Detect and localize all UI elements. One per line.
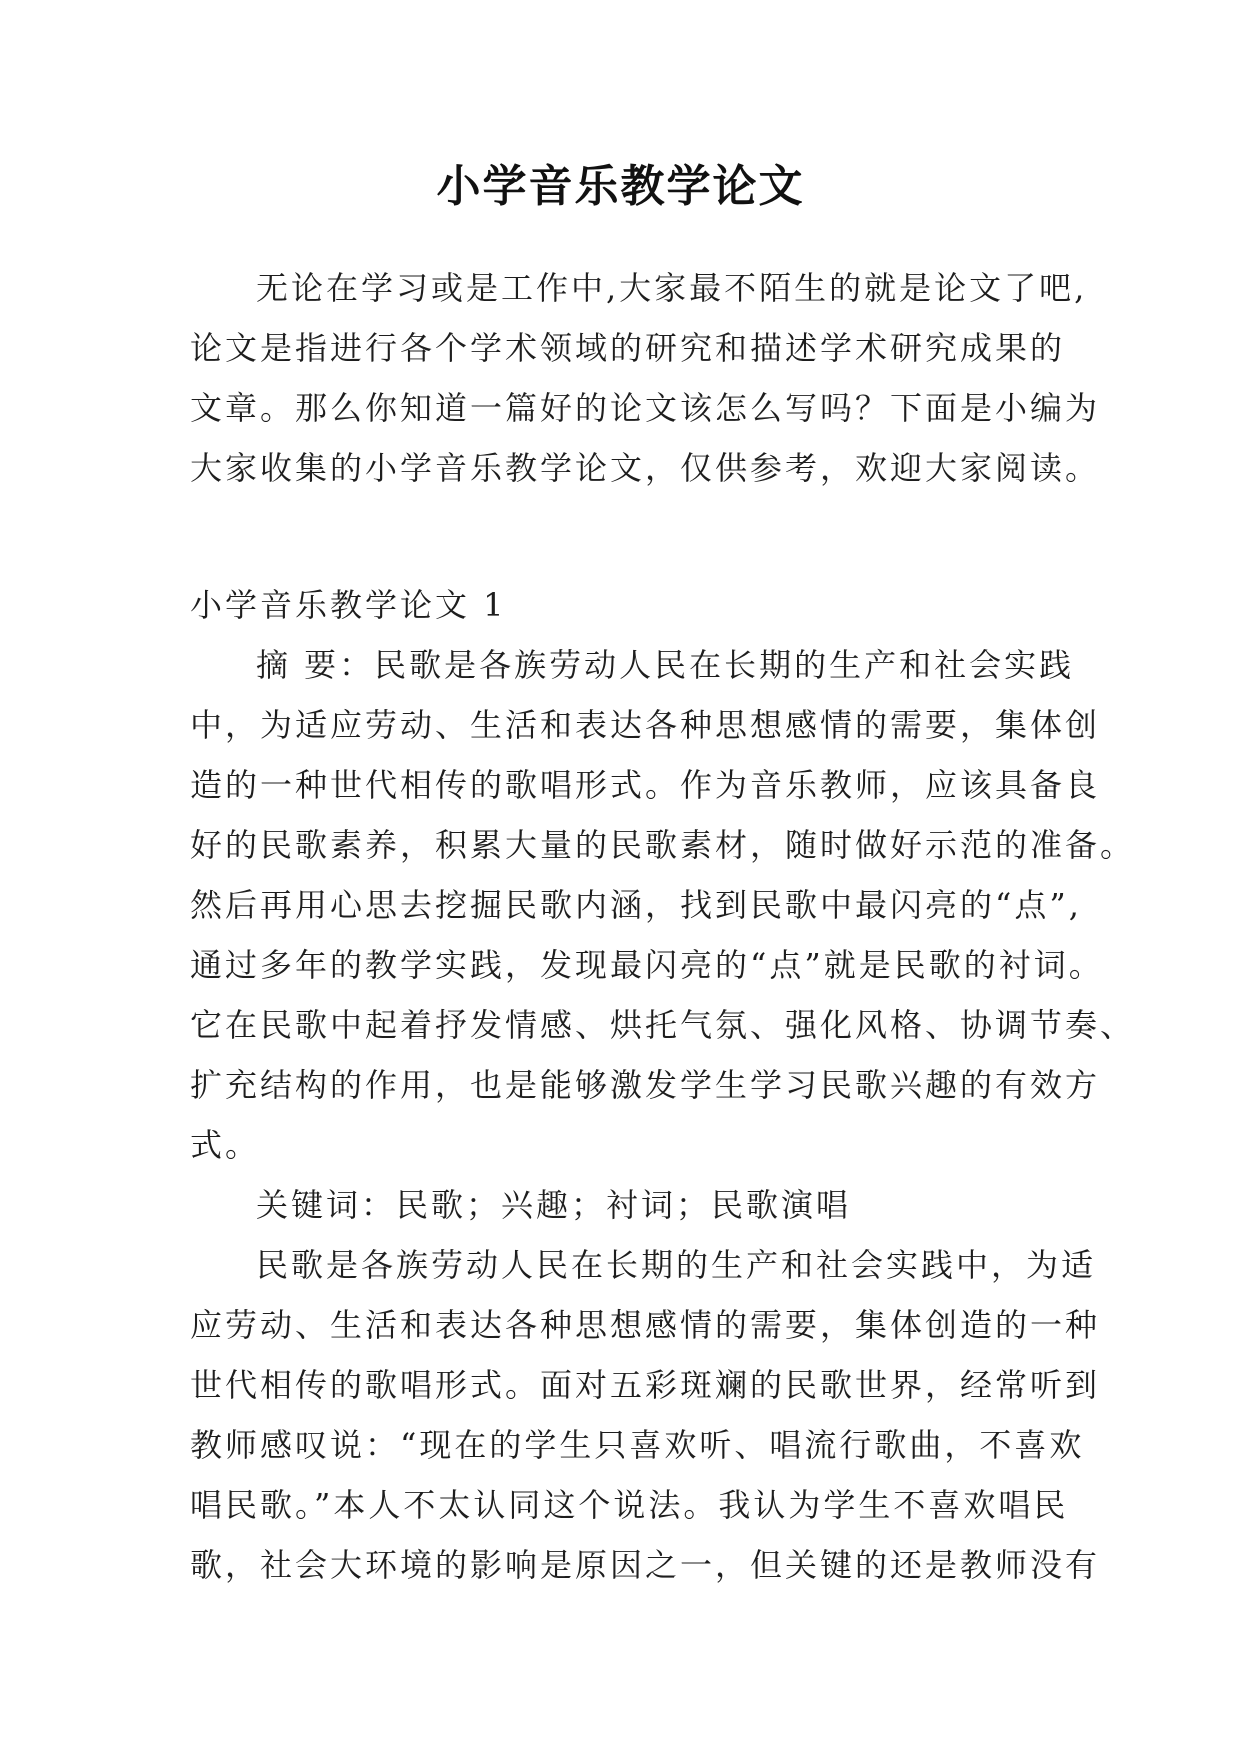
section-heading: 小学音乐教学论文 1 — [190, 586, 507, 624]
intro-line: 大家收集的小学音乐教学论文，仅供参考，欢迎大家阅读。 — [190, 449, 1101, 487]
abstract-line: 中，为适应劳动、生活和表达各种思想感情的需要，集体创 — [190, 706, 1101, 744]
abstract-line: 式。 — [190, 1126, 261, 1164]
abstract-line: 好的民歌素养，积累大量的民歌素材，随时做好示范的准备。 — [190, 826, 1136, 864]
intro-line: 论文是指进行各个学术领域的研究和描述学术研究成果的 — [190, 329, 1066, 367]
abstract-line: 然后再用心思去挖掘民歌内涵，找到民歌中最闪亮的“点”, — [190, 886, 1082, 924]
abstract-line: 扩充结构的作用，也是能够激发学生学习民歌兴趣的有效方 — [190, 1066, 1101, 1104]
keywords-line: 关键词：民歌；兴趣；衬词；民歌演唱 — [256, 1186, 852, 1224]
abstract-line: 造的一种世代相传的歌唱形式。作为音乐教师，应该具备良 — [190, 766, 1101, 804]
abstract-line: 通过多年的教学实践，发现最闪亮的“点”就是民歌的衬词。 — [190, 946, 1104, 984]
intro-line: 文章。那么你知道一篇好的论文该怎么写吗？下面是小编为 — [190, 389, 1101, 427]
abstract-line: 摘 要：民歌是各族劳动人民在长期的生产和社会实践 — [256, 646, 1075, 684]
abstract-line: 它在民歌中起着抒发情感、烘托气氛、强化风格、协调节奏、 — [190, 1006, 1136, 1044]
document-title: 小学音乐教学论文 — [436, 161, 805, 212]
body-line: 世代相传的歌唱形式。面对五彩斑斓的民歌世界，经常听到 — [190, 1366, 1101, 1404]
body-line: 唱民歌。”本人不太认同这个说法。我认为学生不喜欢唱民 — [190, 1486, 1069, 1524]
body-line: 教师感叹说：“现在的学生只喜欢听、唱流行歌曲，不喜欢 — [190, 1426, 1085, 1464]
intro-line: 无论在学习或是工作中,大家最不陌生的就是论文了吧, — [256, 269, 1088, 307]
body-line: 应劳动、生活和表达各种思想感情的需要，集体创造的一种 — [190, 1306, 1101, 1344]
body-line: 民歌是各族劳动人民在长期的生产和社会实践中，为适 — [256, 1246, 1097, 1284]
body-line: 歌，社会大环境的影响是原因之一，但关键的还是教师没有 — [190, 1546, 1101, 1584]
